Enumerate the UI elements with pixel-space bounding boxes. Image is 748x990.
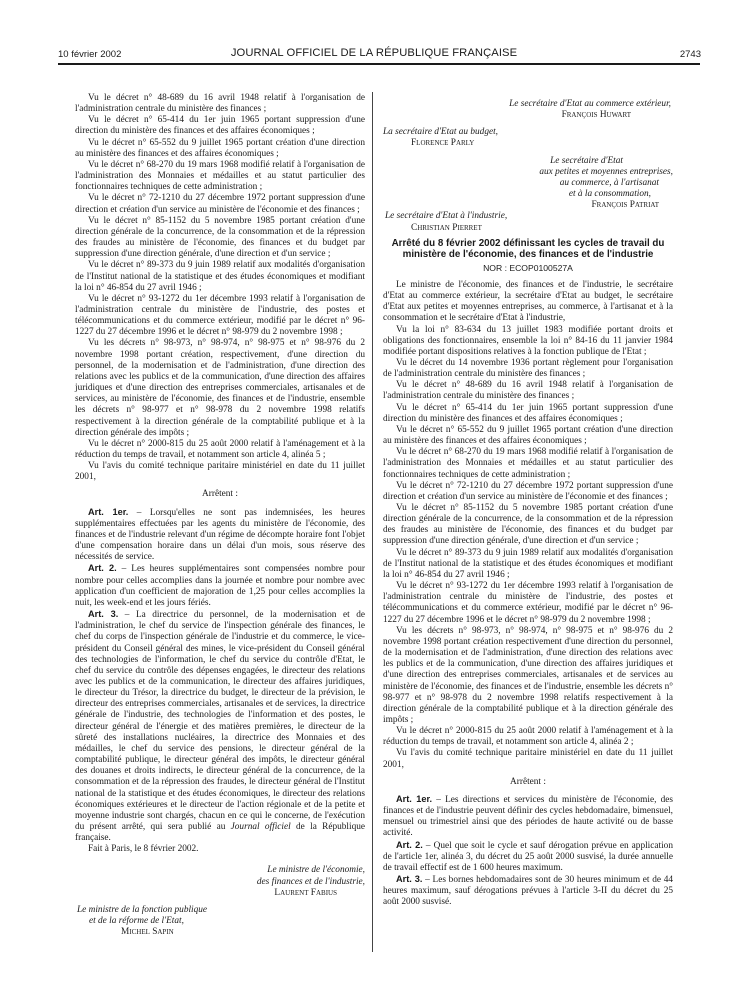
left-article-3: Art. 3. – La directrice du personnel, de la modernisation et de l'administration, le chef du service de l'inspection générale des finances, le chef du corps de l'inspection générale de l'industrie et du commerce, le vice-président du Conseil général des mines, le vice-président du Conseil général des technologies de l'information, le chef du service du contrôle d'Etat, le chef du service du contrôle des dépenses engagées, le directeur des relations avec les publics et de la communication, le directeur des affaires juridiques, le directeur du Trésor, la directrice du budget, le directeur de la prévision, le directeur des entreprises commerciales, artisanales et de services, la directrice générale de l'industrie, des technologies de l'information et des postes, le directeur général de l'énergie et des matières premières, le directeur de la sûreté des installations nucléaires, la directrice des Monnaies et des médailles, le chef du service des pensions, le directeur général de la comptabilité publique, le directeur général des impôts, le directeur général des douanes et droits indirects, le directeur général de la concurrence, de la consommation et de la répression des fraudes, le directeur général de l'Institut national de la statistique et des études économiques, le directeur des relations économiques extérieures et le directeur de l'action régionale et de la petite et moyenne industrie sont chargés, chacun en ce qui le concerne, de l'exécution du présent arrêté, qui sera publié au Journal officiel de la République française. bbox=[75, 609, 365, 844]
right-vus bbox=[383, 325, 673, 771]
vu-paragraph: Vu le décret n° 93-1272 du 1er décembre 1993 relatif à l'organisation de l'administration centrale du ministère de l'industrie, des postes et télécommunications et du commerce extérieur, modifié par le décret n° 96-1227 du 27 décembre 1996 et le décret n° 98-979 du 2 novembre 1998 ; bbox=[75, 293, 365, 338]
signature-title: Le ministre de l'économie, bbox=[267, 865, 365, 876]
right-article-1: Art. 1er. – Les directions et services du ministère de l'économie, des finances et de l'industrie peuvent définir des cycles hebdomadaire, bimensuel, mensuel ou trimestriel ainsi que des périodes de haute activité ou de basse activité. bbox=[383, 793, 673, 839]
signature-title: Le ministre de la fonction publique bbox=[77, 904, 208, 915]
signature-name: François Huwart bbox=[561, 110, 631, 121]
signature-name: Michel Sapin bbox=[121, 927, 174, 938]
vu-paragraph: Vu le décret n° 65-552 du 9 juillet 1965 portant création d'une direction au ministère des finances et des affaires économiques ; bbox=[383, 424, 673, 447]
vu-paragraph: Vu le décret n° 93-1272 du 1er décembre 1993 relatif à l'organisation de l'administration centrale du ministère de l'industrie, des postes et télécommunications et du commerce extérieur, modifié par le décret n° 96-1227 du 27 décembre 1996 et le décret n° 98-979 du 2 novembre 1998 ; bbox=[383, 581, 673, 625]
right-column bbox=[383, 99, 673, 908]
vu-paragraph: Vu le décret n° 2000-815 du 25 août 2000 relatif à l'aménagement et à la réduction du temps de travail, et notamment son article 4, alinéa 2 ; bbox=[383, 726, 673, 748]
vu-paragraph: Vu le décret du 14 novembre 1936 portant règlement pour l'organisation de l'administration centrale du ministère des finances ; bbox=[383, 357, 673, 380]
header-rule bbox=[58, 63, 700, 65]
vu-paragraph: Vu le décret n° 2000-815 du 25 août 2000 relatif à l'aménagement et à la réduction du temps de travail, et notamment son article 4, alinéa 5 ; bbox=[75, 438, 365, 460]
journal-title: JOURNAL OFFICIEL DE LA RÉPUBLIQUE FRANÇAISE bbox=[230, 47, 518, 59]
right-article-2: Art. 2. – Quel que soit le cycle et sauf dérogation prévue en application de l'article 1er, alinéa 3, du décret du 25 août 2000 susvisé, la durée annuelle de travail effectif est de 1 600 heures maximum. bbox=[383, 839, 673, 873]
vu-paragraph: Vu le décret n° 65-552 du 9 juillet 1965 portant création d'une direction au ministère des finances et des affaires économiques ; bbox=[75, 137, 365, 159]
vu-paragraph: Vu le décret n° 85-1152 du 5 novembre 1985 portant création d'une direction générale de la concurrence, de la consommation et de la répression des fraudes au ministère de l'économie, des finances et du budget par suppression d'une direction générale, d'une direction et d'un service ; bbox=[383, 503, 673, 547]
vu-paragraph: Vu le décret n° 85-1152 du 5 novembre 1985 portant création d'une direction générale de la concurrence, de la consommation et de la répression des fraudes au ministère de l'économie, des finances et du budget par suppression d'une direction générale, d'une direction et d'un service ; bbox=[75, 215, 365, 260]
signature-title: des finances et de l'industrie, bbox=[256, 876, 365, 887]
vu-paragraph: Vu le décret n° 65-414 du 1er juin 1965 portant suppression d'une direction du ministère des finances et des affaires économiques ; bbox=[383, 402, 673, 424]
vu-paragraph: Vu le décret n° 68-270 du 19 mars 1968 modifié relatif à l'organisation de l'administration des Monnaies et médailles et au statut particulier des fonctionnaires techniques de cette administration ; bbox=[75, 159, 365, 193]
signature-title: La secrétaire d'Etat au budget, bbox=[383, 127, 498, 138]
signature-title: Le secrétaire d'Etat à l'industrie, bbox=[385, 211, 508, 222]
left-vus bbox=[75, 93, 365, 483]
vu-paragraph: Vu la loi n° 83-634 du 13 juillet 1983 modifiée portant droits et obligations des fonctionnaires, ensemble la loi n° 84-16 du 11 janvier 1984 modifiée portant dispositions relatives à la fonction publique de l'Etat ; bbox=[383, 324, 673, 357]
column-divider bbox=[372, 92, 373, 952]
vu-paragraph: Vu le décret n° 65-414 du 1er juin 1965 portant suppression d'une direction du ministère des finances et des affaires économiques ; bbox=[75, 115, 365, 137]
left-column bbox=[75, 93, 365, 938]
left-arrete-label: Arrêtent : bbox=[202, 489, 238, 500]
vu-paragraph: Vu le décret n° 72-1210 du 27 décembre 1972 portant suppression d'une direction et création d'un service au ministère de l'économie et des finances ; bbox=[75, 193, 365, 215]
arrete-title: Arrêté du 8 février 2002 définissant les cycles de travail du ministère de l'économie, des finances et de l'industrie bbox=[391, 237, 665, 261]
left-fait: Fait à Paris, le 8 février 2002. bbox=[88, 844, 199, 855]
right-article-3: Art. 3. – Les bornes hebdomadaires sont de 30 heures minimum et de 44 heures maximum, sauf dérogations prévues à l'article 3-II du décret du 25 août 2000 susvisé. bbox=[383, 874, 673, 908]
signature-name: Florence Parly bbox=[411, 138, 475, 149]
vu-paragraph: Vu le décret n° 89-373 du 9 juin 1989 relatif aux modalités d'organisation de l'Institut national de la statistique et des études économiques et modifiant la loi n° 46-854 du 27 avril 1946 ; bbox=[75, 260, 365, 293]
signature-title: et à la consommation, bbox=[568, 189, 651, 200]
header-date: 10 février 2002 bbox=[58, 49, 122, 60]
signature-title: au commerce, à l'artisanat bbox=[559, 177, 659, 188]
vu-paragraph: Vu le décret n° 48-689 du 16 avril 1948 relatif à l'organisation de l'administration centrale du ministère des finances ; bbox=[383, 380, 673, 402]
left-article-1: Art. 1er. – Lorsqu'elles ne sont pas indemnisées, les heures supplémentaires effectuées par les agents du ministère de l'économie, des finances et de l'industrie relevant d'un régime de décompte horaire font l'objet d'une compensation horaire dans un délai d'un mois, sous réserve des nécessités de service. bbox=[75, 506, 365, 563]
vu-paragraph: Vu le décret n° 68-270 du 19 mars 1968 modifié relatif à l'organisation de l'administration des Monnaies et médailles et au statut particulier des fonctionnaires techniques de cette administration ; bbox=[383, 447, 673, 480]
left-article-2: Art. 2. – Les heures supplémentaires sont compensées nombre pour nombre pour celles accomplies dans la journée et nombre pour nombre avec application d'un coefficient de majoration de 1,25 pour celles accomplies la nuit, les week-end et les jours fériés. bbox=[75, 563, 365, 608]
vu-paragraph: Vu l'avis du comité technique paritaire ministériel en date du 11 juillet 2001, bbox=[75, 461, 365, 483]
signature-title: Le secrétaire d'Etat au commerce extérieur, bbox=[509, 99, 671, 109]
page-header bbox=[0, 0, 748, 60]
signature-name: François Patriat bbox=[591, 200, 659, 211]
vu-paragraph: Vu les décrets n° 98-973, n° 98-974, n° 98-975 et n° 98-976 du 2 novembre 1998 portant création, respectivement, d'une direction du personnel, de la modernisation et de l'administration, d'une direction des relations avec les publics et de la communication, d'une direction des affaires juridiques et d'une direction des entreprises commerciales, artisanales et de services, au ministère de l'économie, des finances et de l'industrie, ensemble les décrets n° 98-977 et n° 98-978 du 2 novembre 1998 relatifs respectivement à la direction générale de la comptabilité publique et à la direction générale des impôts ; bbox=[75, 338, 365, 438]
vu-paragraph: Vu l'avis du comité technique paritaire ministériel en date du 11 juillet 2001, bbox=[383, 748, 673, 770]
vu-paragraph: Vu le décret n° 89-373 du 9 juin 1989 relatif aux modalités d'organisation de l'Institut national de la statistique et des études économiques et modifiant la loi n° 46-854 du 27 avril 1946 ; bbox=[383, 547, 673, 580]
signature-name: Laurent Fabius bbox=[274, 887, 337, 898]
signature-title: et de la réforme de l'Etat, bbox=[89, 916, 184, 927]
signature-name: Christian Pierret bbox=[411, 222, 482, 233]
page-number: 2743 bbox=[679, 49, 701, 60]
nor-reference: NOR : ECOP0100527A bbox=[483, 262, 573, 273]
signature-title: aux petites et moyennes entreprises, bbox=[539, 166, 673, 177]
right-arrete-label: Arrêtent : bbox=[510, 776, 546, 787]
vu-paragraph: Vu le décret n° 48-689 du 16 avril 1948 relatif à l'organisation de l'administration centrale du ministère des finances ; bbox=[75, 93, 365, 115]
vu-paragraph: Vu le décret n° 72-1210 du 27 décembre 1972 portant suppression d'une direction et création d'un service au ministère de l'économie et des finances ; bbox=[383, 480, 673, 502]
vu-paragraph: Vu les décrets n° 98-973, n° 98-974, n° 98-975 et n° 98-976 du 2 novembre 1998 portant création respectivement d'une direction du personnel, de la modernisation et de l'administration, d'une direction des relations avec les publics et de la communication, d'une direction des affaires juridiques et d'une direction des entreprises commerciales, artisanales et de services au ministère de l'économie, des finances et de l'industrie, ensemble les décrets n° 98-977 et n° 98-978 du 2 novembre 1998 relatifs respectivement à la direction générale de la comptabilité publique et à la direction générale des impôts ; bbox=[383, 625, 673, 725]
signature-title: Le secrétaire d'Etat bbox=[550, 155, 623, 166]
preamble: Le ministre de l'économie, des finances et de l'industrie, le secrétaire d'Etat au commerce extérieur, la secrétaire d'Etat au budget, le secrétaire d'Etat aux petites et moyennes entreprises, au commerce, à l'artisanat et à la consommation et le secrétaire d'Etat à l'industrie, bbox=[383, 279, 673, 324]
